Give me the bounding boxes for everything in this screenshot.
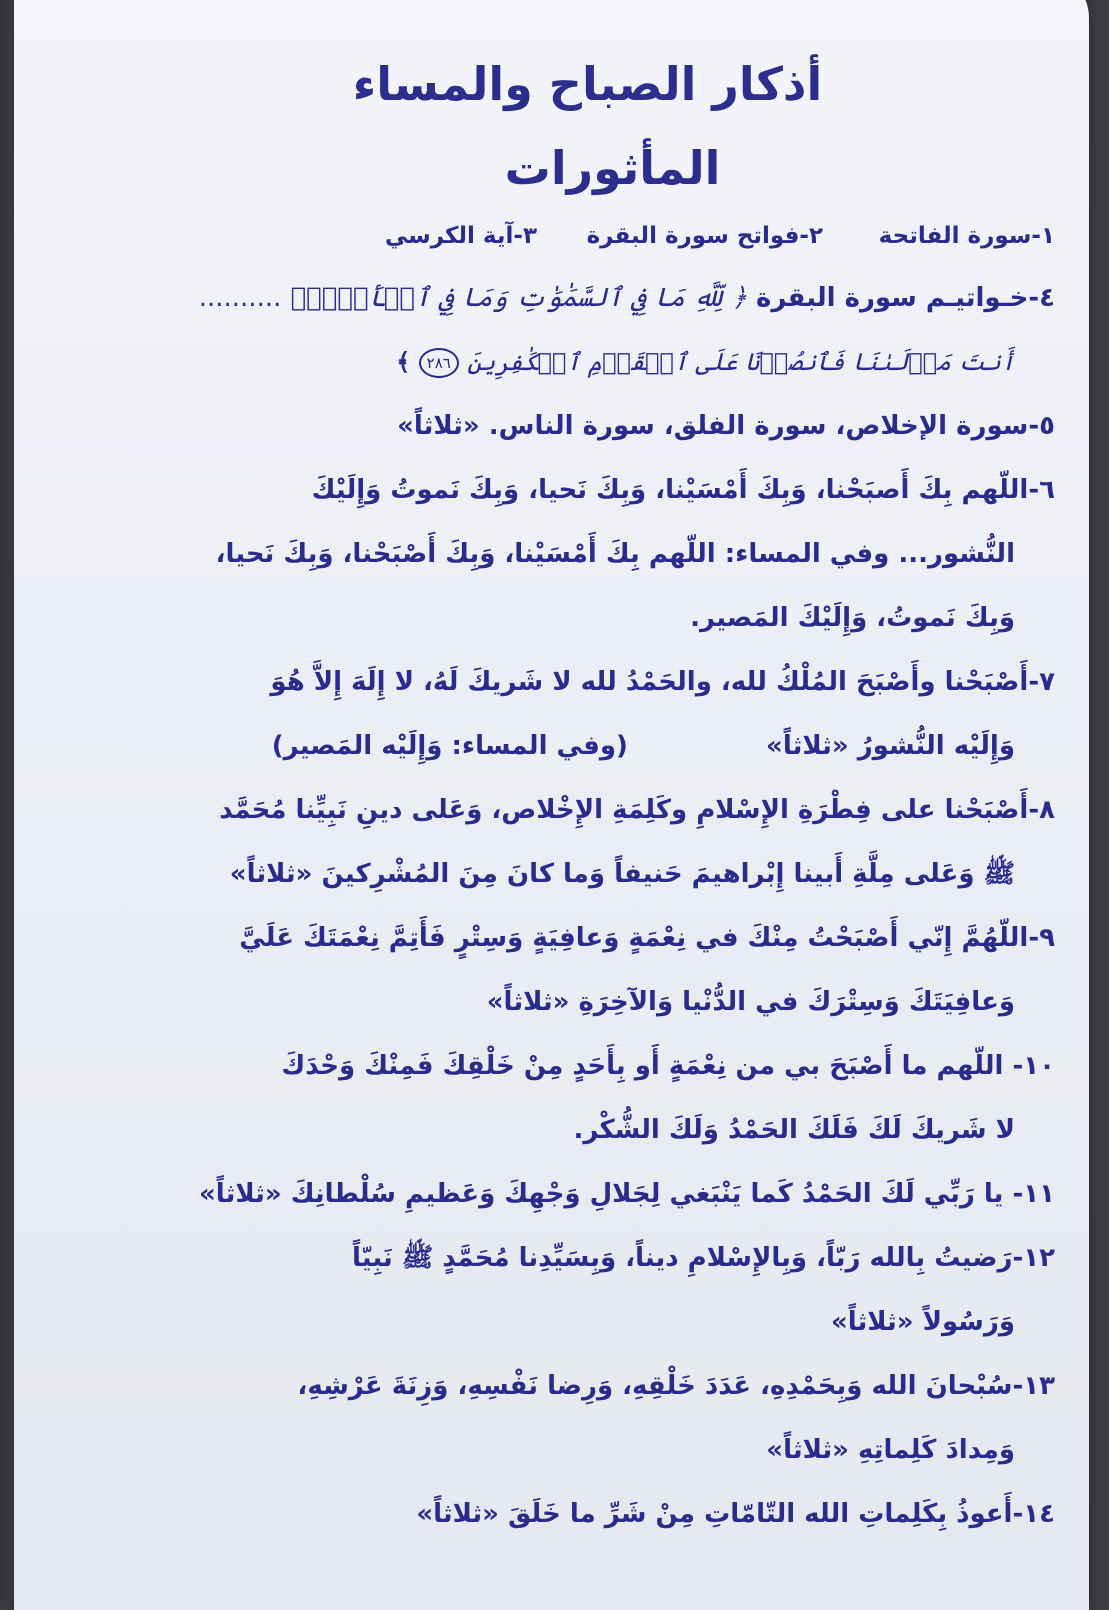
top-item-2: ٢-فواتح سورة البقرة <box>586 223 823 249</box>
adhkar-card <box>14 0 1089 1610</box>
item-7 <box>40 650 1055 778</box>
item-5: ٥-سورة الإخلاص، سورة الفلق، سورة الناس. «ثلاثاً» <box>397 411 1055 441</box>
item-14 <box>40 1482 1055 1546</box>
item-7-line-2b: (وفي المساء: وَإِلَيْه المَصير) <box>271 731 628 761</box>
top-item-3: ٣-آية الكرسي <box>384 223 537 249</box>
item-9 <box>40 906 1055 1034</box>
item-4 <box>40 266 1055 394</box>
item-10 <box>40 1034 1055 1162</box>
top-item-1: ١-سورة الفاتحة <box>878 223 1055 249</box>
item-12-line-1: ١٢-رَضيتُ بِالله رَبّاً، وَبِالإِسْلامِ ديناً، وَبِسَيِّدِنا مُحَمَّدٍ ﷺ نَبِيّاً <box>352 1243 1055 1273</box>
item-7-line-1: ٧-أَصْبَحْنا وأَصْبَحَ المُلْكُ لله، والحَمْدُ لله لا شَريكَ لَهُ، لا إِلَهَ إِلاَّ هُوَ <box>270 667 1055 697</box>
item-6 <box>40 458 1055 650</box>
item-6-line-1: ٦-اللّهم بِكَ أَصبَحْنا، وَبِكَ أَمْسَيْنا، وَبِكَ نَحيا، وَبِكَ نَموتُ وَإِلَيْكَ <box>311 475 1055 505</box>
ayah-number-badge: ٢٨٦ <box>419 348 459 378</box>
item-12 <box>40 1226 1055 1354</box>
item-4-verse-end: أَنتَ مَوۡلَىٰنَا فَٱنصُرۡنَا عَلَى ٱلۡقَوۡمِ ٱلۡكَٰفِرِينَ <box>467 348 1015 376</box>
item-8 <box>40 778 1055 906</box>
item-13 <box>40 1354 1055 1482</box>
item-6-line-2: النُّشور... وفي المساء: اللّهم بِكَ أَمْسَيْنا، وَبِكَ أَصْبَحْنا، وَبِكَ نَحيا، <box>215 539 1015 569</box>
page-title: أذكار الصباح والمساء <box>352 57 823 111</box>
item-9-line-2: وَعافِيَتَكَ وَسِتْرَكَ في الدُّنْيا وَالآخِرَةِ «ثلاثاً» <box>486 987 1015 1017</box>
item-7-line-2a: وَإِلَيْه النُّشورُ «ثلاثاً» <box>766 731 1015 761</box>
item-4-dots: .......... <box>198 283 282 313</box>
item-13-line-1: ١٣-سُبْحانَ الله وَبِحَمْدِهِ، عَدَدَ خَلْقِهِ، وَرِضا نَفْسِهِ، وَزِنَةَ عَرْشِهِ، <box>297 1371 1055 1401</box>
item-4-text: ٤-خـواتيـم سورة البقرة <box>756 283 1055 313</box>
top-items-row <box>40 216 1055 256</box>
item-8-line-1: ٨-أَصْبَحْنا على فِطْرَةِ الإِسْلامِ وكَلِمَةِ الإِخْلاص، وَعَلى دينِ نَبِيِّنا مُحَمَّد <box>219 795 1055 825</box>
item-6-line-3: وَبِكَ نَموتُ، وَإِلَيْكَ المَصير. <box>690 603 1015 633</box>
item-12-line-2: وَرَسُولاً «ثلاثاً» <box>830 1307 1015 1337</box>
item-10-line-2: لا شَريكَ لَكَ فَلَكَ الحَمْدُ وَلَكَ الشُّكْر. <box>573 1115 1015 1145</box>
item-4-verse-start: ﴿ لِّلَّهِ مَا فِي ٱلسَّمَٰوَٰتِ وَمَا فِي ٱلۡأَرۡضِۗ <box>290 283 747 313</box>
page-subtitle: المأثورات <box>504 141 721 195</box>
item-11: ١١- يا رَبِّي لَكَ الحَمْدُ كَما يَنْبَغي لِجَلالِ وَجْهِكَ وَعَظيمِ سُلْطانِكَ «ثلاثاً» <box>199 1179 1055 1209</box>
item-8-line-2: ﷺ وَعَلى مِلَّةِ أَبينا إِبْراهيمَ حَنيفاً وَما كانَ مِنَ المُشْرِكينَ «ثلاثاً» <box>229 859 1015 889</box>
item-14-line-1: ١٤-أَعوذُ بِكَلِماتِ الله التّامّاتِ مِنْ شَرِّ ما خَلَقَ «ثلاثاً» <box>416 1499 1055 1529</box>
item-4-verse-close: ﴾ <box>396 348 411 376</box>
item-9-line-1: ٩-اللّهُمَّ إِنّي أَصْبَحْتُ مِنْكَ في نِعْمَةٍ وَعافِيَةٍ وَسِتْرٍ فَأَتِمَّ نِعْمَتَكَ عَلَيَّ <box>239 923 1055 953</box>
item-13-line-2: وَمِدادَ كَلِماتِهِ «ثلاثاً» <box>766 1435 1015 1465</box>
item-10-line-1: ١٠- اللّهم ما أَصْبَحَ بي من نِعْمَةٍ أَو بِأَحَدٍ مِنْ خَلْقِكَ فَمِنْكَ وَحْدَكَ <box>281 1051 1055 1081</box>
